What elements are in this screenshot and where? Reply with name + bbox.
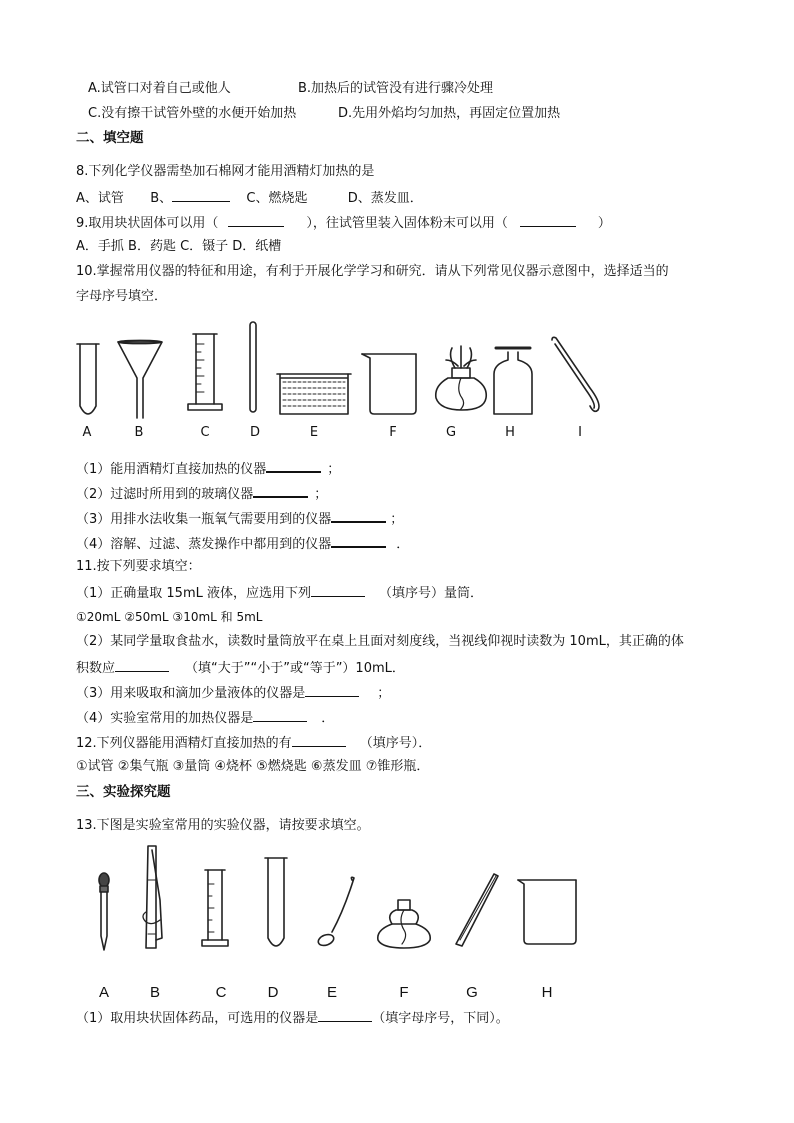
- glass-rod-d-icon: [250, 322, 256, 412]
- q11-sub-3-end: ；: [377, 686, 391, 701]
- q11-sub-4-text: （4）实验室常用的加热仪器是: [76, 711, 254, 726]
- q10-label-i: I: [578, 425, 582, 440]
- q11-sub-2-line2: [76, 658, 405, 678]
- q11-blank-2[interactable]: [115, 658, 169, 672]
- q8-option-d: D、蒸发皿．: [347, 191, 423, 206]
- combustion-spoon-e-icon: [317, 877, 354, 947]
- alcohol-lamp-f-icon: [378, 900, 430, 948]
- q10-label-g: G: [445, 425, 457, 440]
- q10-sub-3-text: （3）用排水法收集一瓶氧气需要用到的仪器: [76, 512, 332, 527]
- q10-blank-2[interactable]: [253, 483, 308, 498]
- tweezers-g-icon: [456, 874, 498, 946]
- q10-blank-3[interactable]: [331, 508, 386, 523]
- q13-label-c: C: [215, 984, 227, 1001]
- q13-sub-1-end: （填字母序号，下同）。: [372, 1011, 509, 1026]
- funnel-b-icon: [118, 340, 162, 418]
- q13-stem: 13.下图是实验室常用的实验仪器，请按要求填空。: [76, 818, 370, 833]
- q8-option-a: A、试管: [76, 191, 124, 206]
- q11-sub-2-text: 积数应: [76, 661, 116, 676]
- q13-label-f: F: [399, 984, 409, 1001]
- q8-option-c: C、燃烧匙: [246, 191, 308, 206]
- q10-sub-1: [76, 458, 340, 479]
- q13-sub-1: [76, 1008, 509, 1028]
- q10-label-h: H: [505, 425, 515, 440]
- q12-options: ①试管 ②集气瓶 ③量筒 ④烧杯 ⑤燃烧匙 ⑥蒸发皿 ⑦锥形瓶．: [76, 759, 430, 774]
- q13-sub-1-text: （1）取用块状固体药品，可选用的仪器是: [76, 1011, 319, 1026]
- q10-blank-4[interactable]: [331, 533, 386, 548]
- graduated-cylinder-c-icon: [202, 870, 228, 946]
- q11-blank-3[interactable]: [305, 683, 359, 697]
- test-tube-d-icon: [265, 858, 287, 946]
- q7-option-c: C.没有擦干试管外壁的水便开始加热: [88, 106, 297, 121]
- q13-label-a: A: [98, 984, 109, 1001]
- q9-options: A．手抓 B．药匙 C．镊子 D．纸槽: [76, 239, 282, 254]
- q12-end: （填序号）．: [359, 736, 432, 751]
- q10-blank-1[interactable]: [266, 458, 321, 473]
- alcohol-lamp-g-icon: [436, 346, 487, 410]
- q10-sub-4-text: （4）溶解、过滤、蒸发操作中都用到的仪器: [76, 537, 332, 552]
- q10-label-f: F: [389, 425, 397, 440]
- q11-title: 11.按下列要求填空：: [76, 559, 201, 574]
- q8-options: [76, 188, 423, 208]
- q10-label-e: E: [309, 425, 319, 440]
- q7-option-a: A.试管口对着自己或他人: [88, 81, 231, 96]
- q8-stem: 8.下列化学仪器需垫加石棉网才能用酒精灯加热的是: [76, 164, 375, 179]
- dropper-a-icon: [99, 873, 109, 950]
- q13-apparatus-figure: [0, 840, 794, 960]
- q9-blank-1[interactable]: [228, 213, 284, 227]
- q11-sub-3-text: （3）用来吸取和滴加少量液体的仪器是: [76, 686, 306, 701]
- gas-jar-h-icon: [494, 348, 532, 414]
- beaker-h-icon: [518, 880, 576, 944]
- q13-label-e: E: [326, 984, 337, 1001]
- q10-sub-4-end: ．: [396, 537, 410, 552]
- q12-text: 12.下列仪器能用酒精灯直接加热的有: [76, 736, 292, 751]
- section-fill-blank-heading: 二、填空题: [76, 130, 144, 146]
- graduated-cylinder-c-icon: [188, 334, 222, 410]
- q11-sub-2-end: （填“大于”“小于”或“等于”）10mL．: [185, 661, 405, 676]
- q7-option-d: D.先用外焰均匀加热，再固定位置加热: [338, 106, 561, 121]
- q10-sub-4: [76, 533, 409, 554]
- water-trough-e-icon: [277, 374, 351, 414]
- q11-blank-1[interactable]: [311, 583, 365, 597]
- q13-label-h: H: [541, 984, 553, 1001]
- q11-sub-3: [76, 683, 390, 703]
- q12-blank[interactable]: [292, 733, 346, 747]
- q8-option-b: B、: [150, 191, 173, 206]
- q10-stem-line2: 字母序号填空．: [76, 289, 168, 304]
- q9-stem: [76, 213, 611, 233]
- q9-text-1: 9.取用块状固体可以用（: [76, 216, 219, 231]
- q11-sub-1-end: （填序号）量筒．: [378, 586, 483, 601]
- test-tube-clamp-b-icon: [143, 846, 162, 948]
- q11-sub-2-line1: （2）某同学量取食盐水，读数时量筒放平在桌上且面对刻度线，当视线仰视时读数为 10mL，其正确的体: [76, 634, 684, 649]
- q10-sub-2-text: （2）过滤时所用到的玻璃仪器: [76, 487, 254, 502]
- q10-sub-1-text: （1）能用酒精灯直接加热的仪器: [76, 462, 267, 477]
- q7-option-b: B.加热后的试管没有进行骤冷处理: [298, 81, 494, 96]
- q10-label-b: B: [134, 425, 144, 440]
- q10-label-c: C: [200, 425, 210, 440]
- q13-blank-1[interactable]: [318, 1008, 372, 1022]
- q10-sub-2: [76, 483, 327, 504]
- q11-sub-1-text: （1）正确量取 15mL 液体，应选用下列: [76, 586, 311, 601]
- q10-label-d: D: [249, 425, 260, 440]
- q10-sub-1-end: ；: [327, 462, 341, 477]
- bent-glass-tube-i-icon: [552, 337, 599, 411]
- q13-label-d: D: [267, 984, 279, 1001]
- q8-blank[interactable]: [172, 188, 230, 202]
- q11-blank-4[interactable]: [253, 708, 307, 722]
- q12-stem: [76, 733, 431, 753]
- q9-blank-2[interactable]: [520, 213, 576, 227]
- q13-label-g: G: [466, 984, 478, 1001]
- q10-label-a: A: [82, 425, 92, 440]
- q10-sub-3-end: ；: [390, 512, 404, 527]
- q10-sub-2-end: ；: [314, 487, 328, 502]
- q11-sub-1-options: ①20mL ②50mL ③10mL 和 5mL: [76, 610, 263, 624]
- q10-stem-line1: 10.掌握常用仪器的特征和用途，有利于开展化学学习和研究．请从下列常见仪器示意图中，选择适当的: [76, 264, 669, 279]
- q10-sub-3: [76, 508, 403, 529]
- beaker-f-icon: [362, 354, 416, 414]
- q11-sub-1: [76, 583, 483, 603]
- q9-text-2: ），往试管里装入固体粉末可以用（: [306, 216, 508, 231]
- q11-sub-4: [76, 708, 334, 728]
- test-tube-a-icon: [77, 344, 99, 414]
- section-experiment-heading: 三、实验探究题: [76, 784, 171, 800]
- q13-label-b: B: [149, 984, 160, 1001]
- q10-apparatus-figure: [0, 318, 794, 438]
- q11-sub-4-end: ．: [321, 711, 335, 726]
- q9-text-3: ）: [597, 216, 611, 231]
